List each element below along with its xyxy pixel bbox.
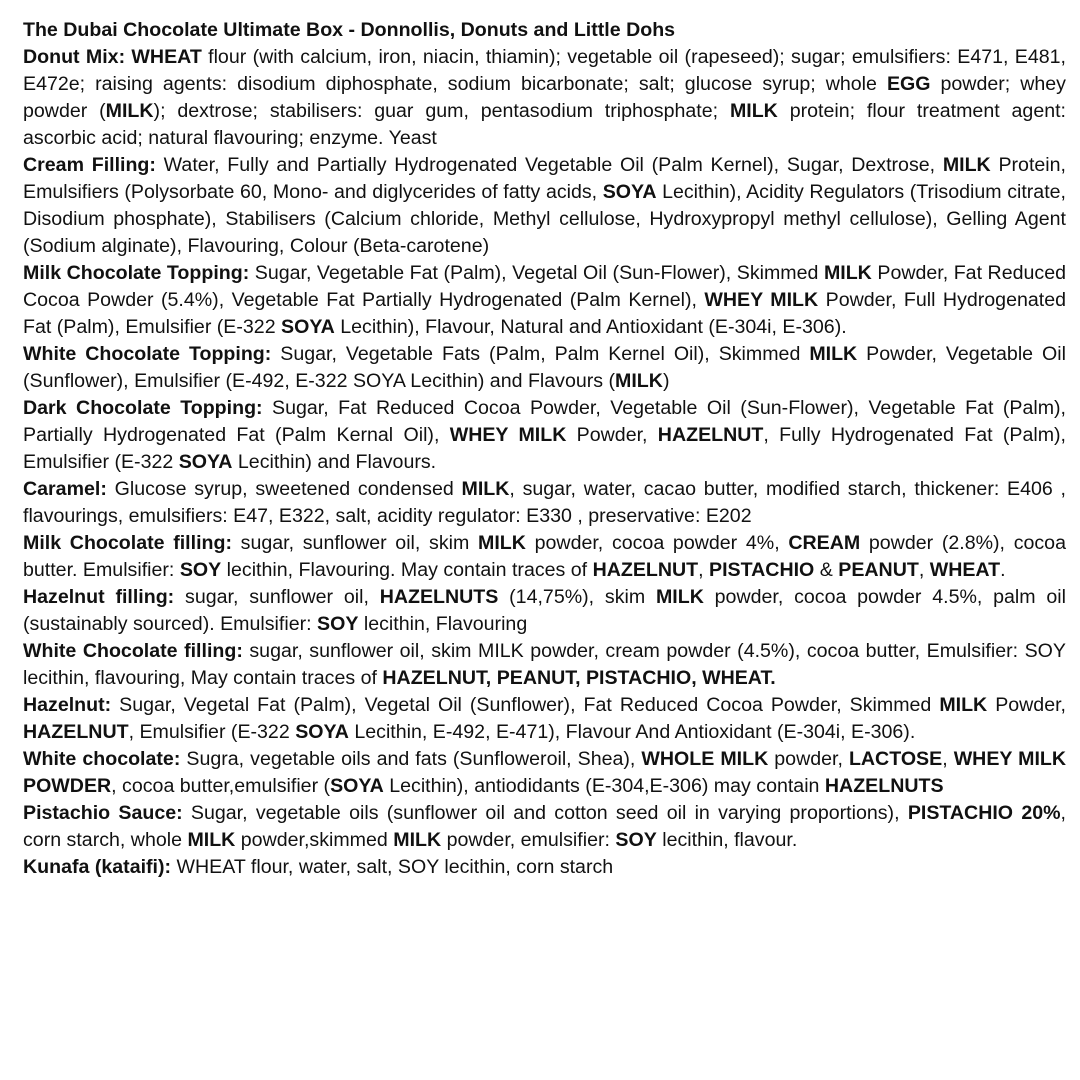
ingredient-text: Lecithin) and Flavours. — [232, 451, 437, 473]
allergen-text: MILK — [655, 586, 704, 608]
ingredient-text: Powder, Fat Reduced Cocoa Powder (5.4%), Vegetable Fat Partially Hydrogenated (Palm Kernel), — [23, 262, 1066, 311]
section-label: White Chocolate filling: — [23, 640, 243, 662]
allergen-text: MILK — [729, 100, 778, 122]
allergen-text: SOYA — [330, 775, 384, 797]
ingredient-text: Powder, Vegetable Oil (Sunflower), Emulsifier (E-492, E-322 SOYA Lecithin) and Flavours ( — [23, 343, 1066, 392]
ingredient-text: Powder, — [987, 694, 1066, 716]
ingredient-section — [23, 152, 1066, 260]
allergen-text: SOY — [615, 829, 657, 851]
allergen-text: SOYA — [295, 721, 349, 743]
ingredient-text: sugar, sunflower oil, skim — [231, 532, 479, 554]
ingredient-text: & — [814, 559, 839, 581]
allergen-text: LACTOSE — [848, 748, 943, 770]
ingredient-text: ); dextrose; stabilisers: guar gum, pentasodium triphosphate; — [153, 100, 730, 122]
ingredient-section — [23, 800, 1066, 854]
section-label: Pistachio Sauce: — [23, 802, 183, 824]
allergen-text: HAZELNUTS — [379, 586, 499, 608]
ingredient-text: Lecithin), Acidity Regulators (Trisodium citrate, Disodium phosphate), Stabilisers (Calcium chloride, Methyl cellulose, Hydroxypropyl methyl cellulose), Gelling Agent (Sodium alginate), Flavouring, Colour (Beta-carotene) — [23, 181, 1066, 257]
ingredient-text: powder, cocoa powder 4%, — [525, 532, 789, 554]
ingredient-text: lecithin, Flavouring. May contain traces of — [221, 559, 593, 581]
allergen-text: WHEY MILK — [704, 289, 819, 311]
ingredient-text: powder, emulsifier: — [441, 829, 616, 851]
ingredient-text: powder; whey powder ( — [23, 73, 1066, 122]
ingredient-text: flour (with calcium, iron, niacin, thiamin); vegetable oil (rapeseed); sugar; emulsifiers: E471, E481, E472e; raising agents: disodium diphosphate, sodium bicarbonate; salt; glucose syrup; whole — [23, 46, 1066, 95]
ingredient-text: Powder, Full Hydrogenated Fat (Palm), Emulsifier (E-322 — [23, 289, 1067, 338]
section-label: Cream Filling: — [23, 154, 156, 176]
ingredient-section — [23, 530, 1066, 584]
ingredient-text: , Emulsifier (E-322 — [128, 721, 296, 743]
ingredient-text: lecithin, Flavouring — [358, 613, 528, 635]
ingredient-section — [23, 341, 1066, 395]
ingredient-text: powder (2.8%), cocoa butter. Emulsifier: — [23, 532, 1066, 581]
allergen-text: CREAM — [788, 532, 861, 554]
ingredient-text: lecithin, flavour. — [656, 829, 798, 851]
ingredient-text: Lecithin), Flavour, Natural and Antioxidant (E-304i, E-306). — [334, 316, 847, 338]
allergen-text: SOY — [179, 559, 222, 581]
section-label: Milk Chocolate Topping: — [23, 262, 250, 284]
ingredient-section — [23, 692, 1066, 746]
allergen-text: MILK — [823, 262, 872, 284]
ingredient-text: powder, cocoa powder 4.5%, palm oil (sustainably sourced). Emulsifier: — [23, 586, 1066, 635]
ingredient-section — [23, 638, 1066, 692]
allergen-text: PISTACHIO 20% — [907, 802, 1061, 824]
ingredient-text: WHEAT flour, water, salt, SOY lecithin, corn starch — [171, 856, 614, 878]
allergen-text: SOYA — [281, 316, 335, 338]
ingredient-text: powder, — [768, 748, 849, 770]
ingredient-section — [23, 395, 1066, 476]
ingredient-text: Sugar, Fat Reduced Cocoa Powder, Vegetable Oil (Sun-Flower), Vegetable Fat (Palm), Partially Hydrogenated Fat (Palm Kernal Oil), — [23, 397, 1066, 446]
section-label: Donut Mix: — [23, 46, 126, 68]
allergen-text: WHEY MILK — [449, 424, 567, 446]
ingredient-text: Powder, — [566, 424, 658, 446]
section-label: Hazelnut: — [23, 694, 112, 716]
allergen-text: HAZELNUT — [23, 721, 129, 743]
allergen-text: PISTACHIO — [709, 559, 815, 581]
ingredient-text: , — [918, 559, 930, 581]
allergen-text: MILK — [105, 100, 154, 122]
allergen-text: HAZELNUT — [592, 559, 699, 581]
ingredient-section — [23, 476, 1066, 530]
section-label: Kunafa (kataifi): — [23, 856, 172, 878]
ingredient-text: Lecithin), antiodidants (E-304,E-306) may contain — [383, 775, 825, 797]
allergen-text: MILK — [615, 370, 663, 392]
allergen-text: SOY — [317, 613, 359, 635]
section-label: Caramel: — [23, 478, 107, 500]
allergen-text: MILK — [939, 694, 988, 716]
section-label: Hazelnut filling: — [23, 586, 175, 608]
allergen-text: PEANUT — [838, 559, 919, 581]
allergen-text: MILK — [461, 478, 510, 500]
ingredient-text: (14,75%), skim — [498, 586, 656, 608]
ingredient-text: . — [1000, 559, 1006, 581]
section-label: Milk Chocolate filling: — [23, 532, 232, 554]
allergen-text: SOYA — [178, 451, 233, 473]
section-label: White chocolate: — [23, 748, 181, 770]
allergen-text: WHOLE MILK — [641, 748, 769, 770]
ingredient-text: , — [942, 748, 954, 770]
ingredient-text: Sugar, vegetable oils (sunflower oil and cotton seed oil in varying proportions), — [182, 802, 908, 824]
allergen-text: HAZELNUT — [657, 424, 764, 446]
ingredient-text: powder,skimmed — [235, 829, 394, 851]
ingredient-section — [23, 260, 1066, 341]
allergen-text: HAZELNUTS — [824, 775, 944, 797]
ingredient-text: sugar, sunflower oil, skim MILK powder, cream powder (4.5%), cocoa butter, Emulsifier: SOY lecithin, flavouring, May contain traces of — [23, 640, 1066, 689]
ingredient-section — [23, 746, 1066, 800]
ingredient-text: Water, Fully and Partially Hydrogenated Vegetable Oil (Palm Kernel), Sugar, Dextrose, — [155, 154, 943, 176]
allergen-text: WHEAT — [131, 46, 202, 68]
ingredient-text: , Fully Hydrogenated Fat (Palm), Emulsifier (E-322 — [23, 424, 1066, 473]
allergen-text: EGG — [886, 73, 931, 95]
allergen-text: WHEY MILK POWDER — [23, 748, 1067, 797]
ingredient-section — [23, 44, 1066, 152]
ingredient-text: Protein, Emulsifiers (Polysorbate 60, Mono- and diglycerides of fatty acids, — [23, 154, 1066, 203]
document-title: The Dubai Chocolate Ultimate Box - Donnollis, Donuts and Little Dohs — [23, 19, 676, 41]
ingredient-section — [23, 584, 1066, 638]
allergen-text: MILK — [187, 829, 236, 851]
ingredient-text: , corn starch, whole — [23, 802, 1066, 851]
ingredient-text: Glucose syrup, sweetened condensed — [106, 478, 462, 500]
section-label: White Chocolate Topping: — [23, 343, 272, 365]
ingredient-text: , sugar, water, cacao butter, modified starch, thickener: E406 , flavourings, emulsifiers: E47, E322, salt, acidity regulator: E330 , preservative: E202 — [23, 478, 1066, 527]
allergen-text: HAZELNUT, PEANUT, PISTACHIO, WHEAT. — [382, 667, 776, 689]
ingredient-section — [23, 854, 1066, 881]
allergen-text: MILK — [393, 829, 442, 851]
allergen-text: MILK — [942, 154, 991, 176]
ingredient-text: sugar, sunflower oil, — [174, 586, 380, 608]
allergen-text: MILK — [478, 532, 526, 554]
ingredient-text: Sugar, Vegetable Fat (Palm), Vegetal Oil (Sun-Flower), Skimmed — [249, 262, 824, 284]
allergen-text: SOYA — [602, 181, 657, 203]
ingredient-sections — [23, 44, 1066, 881]
ingredient-text: Sugar, Vegetable Fats (Palm, Palm Kernel Oil), Skimmed — [271, 343, 810, 365]
ingredient-text: Sugra, vegetable oils and fats (Sunfloweroil, Shea), — [180, 748, 642, 770]
ingredient-text: , cocoa butter,emulsifier ( — [111, 775, 331, 797]
ingredient-text: Sugar, Vegetal Fat (Palm), Vegetal Oil (Sunflower), Fat Reduced Cocoa Powder, Skimmed — [111, 694, 940, 716]
ingredient-text: protein; flour treatment agent: ascorbic acid; natural flavouring; enzyme. Yeast — [23, 100, 1066, 149]
ingredient-text: , — [698, 559, 710, 581]
ingredient-text: Lecithin, E-492, E-471), Flavour And Antioxidant (E-304i, E-306). — [348, 721, 916, 743]
allergen-text: WHEAT — [929, 559, 1001, 581]
ingredient-text: ) — [662, 370, 670, 392]
allergen-text: MILK — [809, 343, 858, 365]
section-label: Dark Chocolate Topping: — [23, 397, 263, 419]
ingredients-document — [23, 17, 1066, 881]
